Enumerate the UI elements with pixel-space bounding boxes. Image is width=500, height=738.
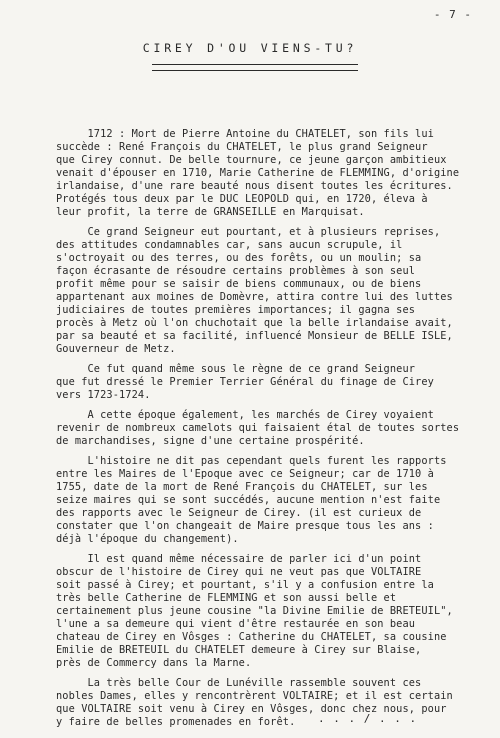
text-line: très belle Catherine de FLEMMING et son aussi belle et (56, 592, 397, 604)
text-line: Ce grand Seigneur eut pourtant, et à plusieurs reprises, (56, 226, 441, 238)
text-line: A cette époque également, les marchés de Cirey voyaient (56, 409, 434, 421)
text-line: vers 1723-1724. (56, 389, 151, 401)
text-line: s'octroyait ou des terres, ou des forêts, ou un moulin; sa (56, 252, 422, 264)
page-number: - 7 - (433, 8, 472, 21)
text-line: déjà l'époque du changement). (56, 533, 239, 545)
text-line: entre les Maires de l'Epoque avec ce Seigneur; car de 1710 à (56, 468, 434, 480)
text-line: Il est quand même nécessaire de parler ici d'un point (56, 553, 422, 565)
text-line: succède : René François du CHATELET, le plus grand Seigneur (56, 141, 428, 153)
paragraph (56, 363, 476, 402)
text-line: irlandaise, d'une rare beauté nous disent toutes les écritures. (56, 180, 453, 192)
text-line: des attitudes condamnables car, sans aucun scrupule, il (56, 239, 403, 251)
text-line: nobles Dames, elles y rencontrèrent VOLTAIRE; et il est certain (56, 690, 453, 702)
text-line: constater que l'on changeait de Maire presque tous les ans : (56, 520, 434, 532)
text-line: l'une a sa demeure qui vient d'être restaurée en son beau (56, 618, 416, 630)
paragraph (56, 128, 476, 219)
text-line: appartenant aux moines de Domèvre, attira contre lui des luttes (56, 291, 453, 303)
text-line: L'histoire ne dit pas cependant quels furent les rapports (56, 455, 447, 467)
text-line: Ce fut quand même sous le règne de ce grand Seigneur (56, 363, 416, 375)
text-line: façon écrasante de résoudre certains problèmes à son seul (56, 265, 416, 277)
text-line: procès à Metz où l'on chuchotait que la belle irlandaise avait, (56, 317, 453, 329)
paragraph (56, 226, 476, 356)
text-line: de marchandises, signe d'une certaine prospérité. (56, 435, 365, 447)
text-line: leur profit, la terre de GRANSEILLE en Marquisat. (56, 206, 365, 218)
text-line: venait d'épouser en 1710, Marie Catherine de FLEMMING, d'origine (56, 167, 460, 179)
text-line: soit passé à Cirey; et pourtant, s'il y a confusion entre la (56, 579, 434, 591)
text-line: des rapports avec le Seigneur de Cirey. (il est curieux de (56, 507, 422, 519)
text-line: 1712 : Mort de Pierre Antoine du CHATELET, son fils lui (56, 128, 434, 140)
text-line: chateau de Cirey en Vôsges : Catherine du CHATELET, sa cousine (56, 631, 447, 643)
text-line: Protégés tous deux par le DUC LEOPOLD qui, en 1720, éleva à (56, 193, 428, 205)
title-double-underline (152, 64, 358, 71)
page-title: CIREY D'OU VIENS-TU? (142, 41, 358, 55)
text-line: par sa beauté et sa facilité, influencé Monsieur de BELLE ISLE, (56, 330, 453, 342)
paragraph (56, 409, 476, 448)
text-line: judiciaires de toutes premières importances; il gagna ses (56, 304, 416, 316)
text-line: revenir de nombreux camelots qui faisaient étal de toutes sortes (56, 422, 460, 434)
text-line: 1755, date de la mort de René François du CHATELET, sur les (56, 481, 428, 493)
text-line: profit même pour se saisir de biens communaux, ou de biens (56, 278, 422, 290)
continuation-marker: . . . / . . . (318, 712, 418, 725)
text-line: que fut dressé le Premier Terrier Général du finage de Cirey (56, 376, 434, 388)
document-body (56, 128, 476, 736)
text-line: seize maires qui se sont succédés, aucune mention n'est faite (56, 494, 441, 506)
text-line: que VOLTAIRE soit venu à Cirey en Vôsges, donc chez nous, pour (56, 703, 447, 715)
text-line: que Cirey connut. De belle tournure, ce jeune garçon ambitieux (56, 154, 447, 166)
text-line: obscur de l'histoire de Cirey qui ne veut pas que VOLTAIRE (56, 566, 422, 578)
text-line: Emilie de BRETEUIL du CHATELET demeure à Cirey sur Blaise, (56, 644, 422, 656)
paragraph (56, 455, 476, 546)
text-line: certainement plus jeune cousine "la Divine Emilie de BRETEUIL", (56, 605, 453, 617)
text-line: La très belle Cour de Lunéville rassemble souvent ces (56, 677, 422, 689)
text-line: y faire de belles promenades en forêt. (56, 716, 296, 728)
paragraph (56, 553, 476, 670)
text-line: près de Commercy dans la Marne. (56, 657, 252, 669)
text-line: Gouverneur de Metz. (56, 343, 176, 355)
